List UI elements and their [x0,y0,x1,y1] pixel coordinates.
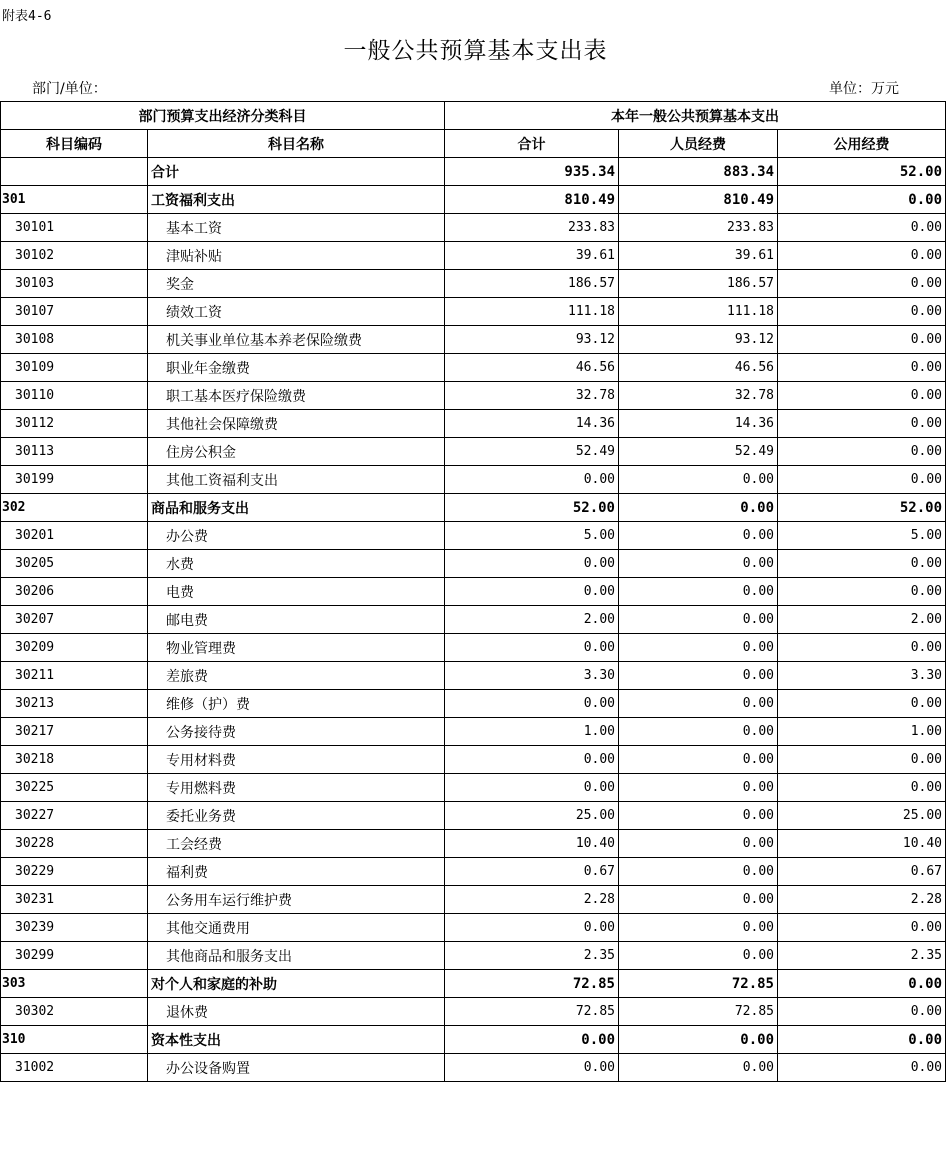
code-cell: 30201 [1,522,148,550]
code-cell: 30299 [1,942,148,970]
table-row [1,242,946,270]
total-cell: 32.78 [445,382,619,410]
public-cell: 3.30 [778,662,946,690]
total-cell: 93.12 [445,326,619,354]
total-row [1,158,946,186]
total-public-cell: 52.00 [778,158,946,186]
personnel-cell: 186.57 [619,270,778,298]
annex-label: 附表4-6 [2,9,52,24]
public-cell: 0.00 [778,270,946,298]
total-cell: 39.61 [445,242,619,270]
table-row [1,410,946,438]
personnel-cell: 0.00 [619,634,778,662]
table-row [1,802,946,830]
table-row [1,830,946,858]
code-cell: 30225 [1,774,148,802]
code-cell: 302 [1,494,148,522]
group-header-row [1,102,946,130]
total-cell: 2.00 [445,606,619,634]
public-cell: 0.00 [778,298,946,326]
public-cell: 10.40 [778,830,946,858]
name-cell: 基本工资 [148,214,445,242]
public-cell: 0.67 [778,858,946,886]
code-cell: 30227 [1,802,148,830]
code-cell: 30107 [1,298,148,326]
table-row [1,914,946,942]
personnel-cell: 0.00 [619,662,778,690]
code-cell: 30231 [1,886,148,914]
name-cell: 住房公积金 [148,438,445,466]
public-cell: 0.00 [778,382,946,410]
public-cell: 0.00 [778,438,946,466]
total-cell: 0.00 [445,774,619,802]
personnel-cell: 810.49 [619,186,778,214]
table-row [1,578,946,606]
total-cell: 5.00 [445,522,619,550]
personnel-cell: 0.00 [619,1026,778,1054]
total-cell: 72.85 [445,998,619,1026]
code-cell: 30211 [1,662,148,690]
code-cell: 30110 [1,382,148,410]
public-cell: 0.00 [778,578,946,606]
total-cell: 0.67 [445,858,619,886]
name-cell: 津贴补贴 [148,242,445,270]
public-cell: 0.00 [778,690,946,718]
table-row [1,214,946,242]
name-cell: 专用燃料费 [148,774,445,802]
public-cell: 5.00 [778,522,946,550]
total-cell: 2.28 [445,886,619,914]
name-cell: 公务用车运行维护费 [148,886,445,914]
personnel-cell: 0.00 [619,494,778,522]
name-cell: 福利费 [148,858,445,886]
public-cell: 0.00 [778,326,946,354]
name-cell: 绩效工资 [148,298,445,326]
total-cell: 1.00 [445,718,619,746]
name-cell: 其他社会保障缴费 [148,410,445,438]
name-cell: 委托业务费 [148,802,445,830]
category-row [1,186,946,214]
total-cell: 14.36 [445,410,619,438]
name-cell: 公务接待费 [148,718,445,746]
name-cell: 专用材料费 [148,746,445,774]
personnel-cell: 0.00 [619,1054,778,1082]
name-cell: 办公费 [148,522,445,550]
personnel-cell: 0.00 [619,746,778,774]
name-cell: 机关事业单位基本养老保险缴费 [148,326,445,354]
column-header-personnel: 人员经费 [619,130,778,158]
code-cell: 30199 [1,466,148,494]
personnel-cell: 52.49 [619,438,778,466]
table-row [1,746,946,774]
code-cell: 30205 [1,550,148,578]
name-cell: 其他交通费用 [148,914,445,942]
personnel-cell: 72.85 [619,998,778,1026]
name-cell: 对个人和家庭的补助 [148,970,445,998]
name-cell: 奖金 [148,270,445,298]
public-cell: 0.00 [778,1054,946,1082]
total-cell: 10.40 [445,830,619,858]
personnel-cell: 0.00 [619,858,778,886]
table-row [1,270,946,298]
personnel-cell: 14.36 [619,410,778,438]
code-cell: 30108 [1,326,148,354]
personnel-cell: 111.18 [619,298,778,326]
table-row [1,354,946,382]
total-cell: 0.00 [445,550,619,578]
total-total-cell: 935.34 [445,158,619,186]
public-cell: 0.00 [778,242,946,270]
category-row [1,494,946,522]
total-cell: 52.00 [445,494,619,522]
code-cell: 303 [1,970,148,998]
category-row [1,1026,946,1054]
code-cell: 30217 [1,718,148,746]
public-cell: 0.00 [778,214,946,242]
table-row [1,690,946,718]
name-cell: 职工基本医疗保险缴费 [148,382,445,410]
table-row [1,858,946,886]
total-cell: 233.83 [445,214,619,242]
page-title: 一般公共预算基本支出表 [343,38,608,64]
table-row [1,326,946,354]
total-cell: 111.18 [445,298,619,326]
public-cell: 1.00 [778,718,946,746]
total-cell: 810.49 [445,186,619,214]
public-cell: 0.00 [778,550,946,578]
personnel-cell: 39.61 [619,242,778,270]
code-cell: 30101 [1,214,148,242]
personnel-cell: 0.00 [619,550,778,578]
column-header-public: 公用经费 [778,130,946,158]
table-row [1,466,946,494]
public-cell: 2.28 [778,886,946,914]
public-cell: 0.00 [778,410,946,438]
column-header-total: 合计 [445,130,619,158]
total-cell: 0.00 [445,466,619,494]
name-cell: 退休费 [148,998,445,1026]
name-cell: 物业管理费 [148,634,445,662]
total-cell: 0.00 [445,690,619,718]
personnel-cell: 0.00 [619,774,778,802]
code-cell: 30218 [1,746,148,774]
total-personnel-cell: 883.34 [619,158,778,186]
table-row [1,382,946,410]
name-cell: 水费 [148,550,445,578]
name-cell: 资本性支出 [148,1026,445,1054]
total-cell: 0.00 [445,578,619,606]
total-cell: 3.30 [445,662,619,690]
table-row [1,522,946,550]
code-cell: 30228 [1,830,148,858]
total-cell: 2.35 [445,942,619,970]
table-row [1,718,946,746]
table-row [1,634,946,662]
total-cell: 72.85 [445,970,619,998]
public-cell: 0.00 [778,1026,946,1054]
group-header-classification: 部门预算支出经济分类科目 [1,102,445,130]
table-row [1,662,946,690]
code-cell: 30213 [1,690,148,718]
code-cell: 30229 [1,858,148,886]
total-cell: 25.00 [445,802,619,830]
name-cell: 其他工资福利支出 [148,466,445,494]
name-cell: 电费 [148,578,445,606]
code-cell: 30209 [1,634,148,662]
table-row [1,438,946,466]
public-cell: 52.00 [778,494,946,522]
table-row [1,886,946,914]
personnel-cell: 0.00 [619,522,778,550]
table-row [1,1054,946,1082]
public-cell: 0.00 [778,634,946,662]
total-cell: 0.00 [445,634,619,662]
code-cell: 30102 [1,242,148,270]
name-cell: 工会经费 [148,830,445,858]
total-cell: 186.57 [445,270,619,298]
name-cell: 工资福利支出 [148,186,445,214]
column-header-code: 科目编码 [1,130,148,158]
public-cell: 2.35 [778,942,946,970]
total-cell: 52.49 [445,438,619,466]
total-code-cell [1,158,148,186]
public-cell: 0.00 [778,998,946,1026]
public-cell: 0.00 [778,774,946,802]
table-row [1,298,946,326]
personnel-cell: 0.00 [619,914,778,942]
name-cell: 职业年金缴费 [148,354,445,382]
personnel-cell: 0.00 [619,690,778,718]
unit-label: 单位：万元 [829,81,899,97]
name-cell: 差旅费 [148,662,445,690]
name-cell: 办公设备购置 [148,1054,445,1082]
personnel-cell: 32.78 [619,382,778,410]
public-cell: 0.00 [778,354,946,382]
code-cell: 301 [1,186,148,214]
personnel-cell: 0.00 [619,466,778,494]
column-header-name: 科目名称 [148,130,445,158]
total-cell: 0.00 [445,746,619,774]
public-cell: 0.00 [778,466,946,494]
code-cell: 30207 [1,606,148,634]
table-row [1,550,946,578]
personnel-cell: 0.00 [619,606,778,634]
personnel-cell: 0.00 [619,718,778,746]
column-header-row [1,130,946,158]
name-cell: 商品和服务支出 [148,494,445,522]
personnel-cell: 0.00 [619,578,778,606]
category-row [1,970,946,998]
public-cell: 0.00 [778,914,946,942]
code-cell: 31002 [1,1054,148,1082]
code-cell: 30302 [1,998,148,1026]
code-cell: 30109 [1,354,148,382]
public-cell: 2.00 [778,606,946,634]
code-cell: 30103 [1,270,148,298]
total-cell: 46.56 [445,354,619,382]
code-cell: 30113 [1,438,148,466]
table-row [1,942,946,970]
personnel-cell: 233.83 [619,214,778,242]
code-cell: 30239 [1,914,148,942]
public-cell: 25.00 [778,802,946,830]
table-row [1,774,946,802]
personnel-cell: 46.56 [619,354,778,382]
personnel-cell: 0.00 [619,886,778,914]
code-cell: 310 [1,1026,148,1054]
total-cell: 0.00 [445,914,619,942]
public-cell: 0.00 [778,746,946,774]
table-body [1,158,946,1082]
public-cell: 0.00 [778,186,946,214]
group-header-expenditure: 本年一般公共预算基本支出 [445,102,946,130]
department-label: 部门/单位： [32,81,107,97]
personnel-cell: 0.00 [619,802,778,830]
code-cell: 30112 [1,410,148,438]
table-row [1,606,946,634]
personnel-cell: 0.00 [619,942,778,970]
total-name-cell: 合计 [148,158,445,186]
personnel-cell: 93.12 [619,326,778,354]
name-cell: 维修（护）费 [148,690,445,718]
name-cell: 邮电费 [148,606,445,634]
name-cell: 其他商品和服务支出 [148,942,445,970]
total-cell: 0.00 [445,1054,619,1082]
personnel-cell: 0.00 [619,830,778,858]
table-row [1,998,946,1026]
total-cell: 0.00 [445,1026,619,1054]
personnel-cell: 72.85 [619,970,778,998]
code-cell: 30206 [1,578,148,606]
budget-table [0,101,946,1082]
public-cell: 0.00 [778,970,946,998]
